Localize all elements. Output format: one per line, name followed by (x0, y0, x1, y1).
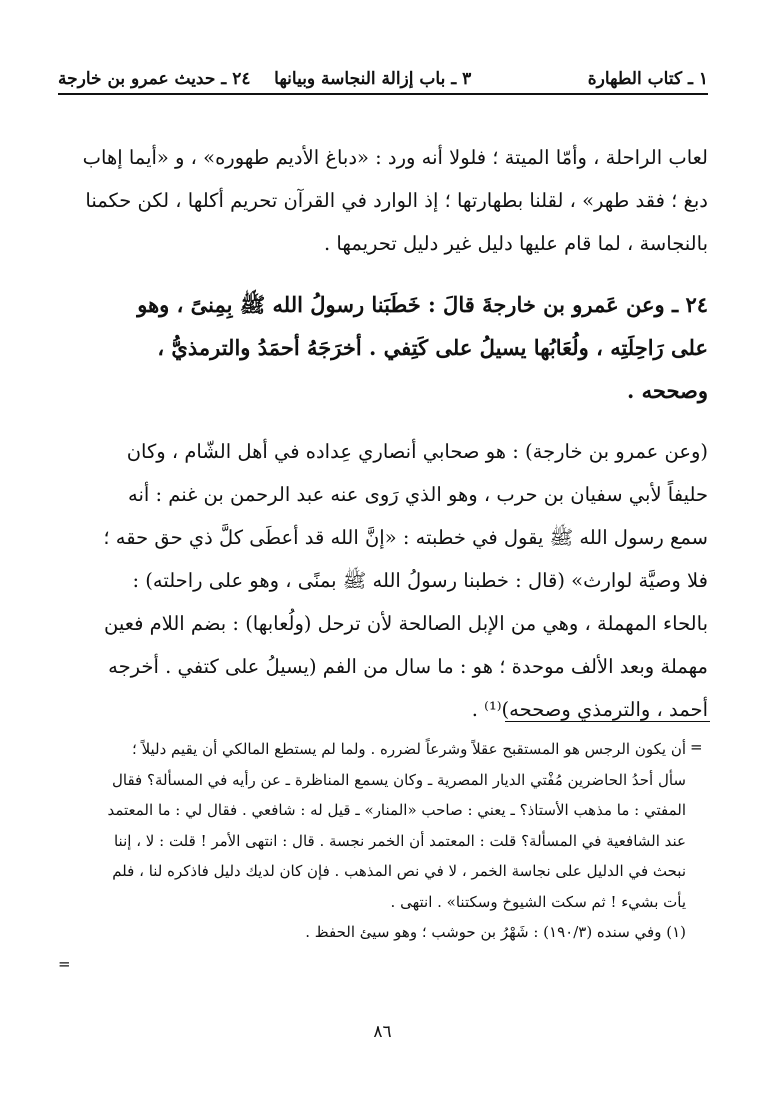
main-text (58, 136, 708, 731)
text-line: على رَاحِلَتِه ، ولُعَابُها يسيلُ على كَتِفي . أخرَجَهُ أحمَدُ والترمذيُّ ، (157, 335, 708, 360)
footnote-line: المفتي : ما مذهب الأستاذ؟ ـ يعني : صاحب «المنار» ـ قيل له : شافعي . فقال لي : ما المعتمد (107, 801, 686, 819)
text-line: لعاب الراحلة ، وأمّا الميتة ؛ فلولا أنه ورد : «دباغ الأديم طهوره» ، و «أيما إهاب (82, 146, 708, 169)
header-section (58, 69, 471, 89)
running-header (58, 55, 708, 89)
footnote-line: عند الشافعية في المسألة؟ قلت : المعتمد أن الخمر نجسة . قال : انتهى الأمر ! قلت : لا ، إننا (113, 831, 686, 850)
text-line: وصححه . (627, 378, 708, 403)
header-chapter: ٣ ـ باب إزالة النجاسة وبيانها (274, 69, 472, 89)
footnote-line: يأت بشيء ! ثم سكت الشيوخ وسكتنا» . انتهى . (390, 892, 686, 911)
footnote-line: نبحث في الدليل على نجاسة الخمر ، لا في نص المذهب . فإن كان لديك دليل فاذكره لنا ، فلم (112, 862, 686, 880)
header-book-title: ١ ـ كتاب الطهارة (587, 69, 708, 89)
text-line: حليفاً لأبي سفيان بن حرب ، وهو الذي رَوى عنه عبد الرحمن بن غنم : أنه (127, 483, 708, 506)
paragraph-hadith-commentary (58, 430, 708, 731)
footnote-continuation (58, 734, 708, 917)
hadith-24-text (58, 283, 708, 412)
text-line: ٢٤ ـ وعن عَمرو بن خارجةَ قالَ : خَطَبَنا رسولُ الله ﷺ بِمِنىً ، وهو (137, 292, 708, 317)
paragraph-commentary-previous (58, 136, 708, 265)
footnote-line: سأل أحدُ الحاضرين مُفْتي الديار المصرية ـ وكان يسمع المناظرة ـ عن رأيه في المسألة؟ فقال (111, 770, 686, 789)
text-line: فلا وصيَّة لوارث» (قال : خطبنا رسولُ الله ﷺ بمنًى ، وهو على راحلته) : (132, 569, 708, 592)
footnote-line: أن يكون الرجس هو المستقبح عقلاً وشرعاً لضرره . ولما لم يستطع المالكي أن يقيم دليلاً ؛ (132, 740, 686, 758)
text-line: أحمد ، والترمذي وصححه)⁽¹⁾ . (471, 698, 708, 721)
footnote-continuation-marker: = (690, 738, 703, 756)
page-number: ٨٦ (373, 1022, 392, 1042)
text-line: بالحاء المهملة ، وهي من الإبل الصالحة لأن ترحل (ولُعابها) : بضم اللام فعين (104, 612, 708, 635)
footnote-continues-marker: = (58, 955, 71, 973)
text-line: مهملة وبعد الألف موحدة ؛ هو : ما سال من الفم (يسيلُ على كتفي . أخرجه (108, 655, 708, 678)
footnotes (58, 734, 708, 948)
text-line: بالنجاسة ، لما قام عليها دليل غير دليل تحريمها . (324, 232, 708, 255)
text-line: (وعن عمرو بن خارجة) : هو صحابي أنصاري عِداده في أهل الشّام ، وكان (126, 440, 708, 463)
text-line: دبغ ؛ فقد طهر» ، لقلنا بطهارتها ؛ إذ الوارد في القرآن تحريم أكلها ، لكن حكمنا (85, 189, 708, 212)
footnote-line: (١) وفي سنده (١٩٠/٣) : شَهْرُ بن حوشب ؛ وهو سيئ الحفظ . (305, 923, 686, 941)
footnote-1 (58, 917, 708, 948)
header-hadith: ٢٤ ـ حديث عمرو بن خارجة (58, 69, 251, 89)
header-divider (58, 93, 708, 95)
text-line: سمع رسول الله ﷺ يقول في خطبته : «إنَّ الله قد أعطَى كلَّ ذي حق حقه ؛ (103, 526, 708, 549)
footnote-divider (505, 721, 710, 722)
